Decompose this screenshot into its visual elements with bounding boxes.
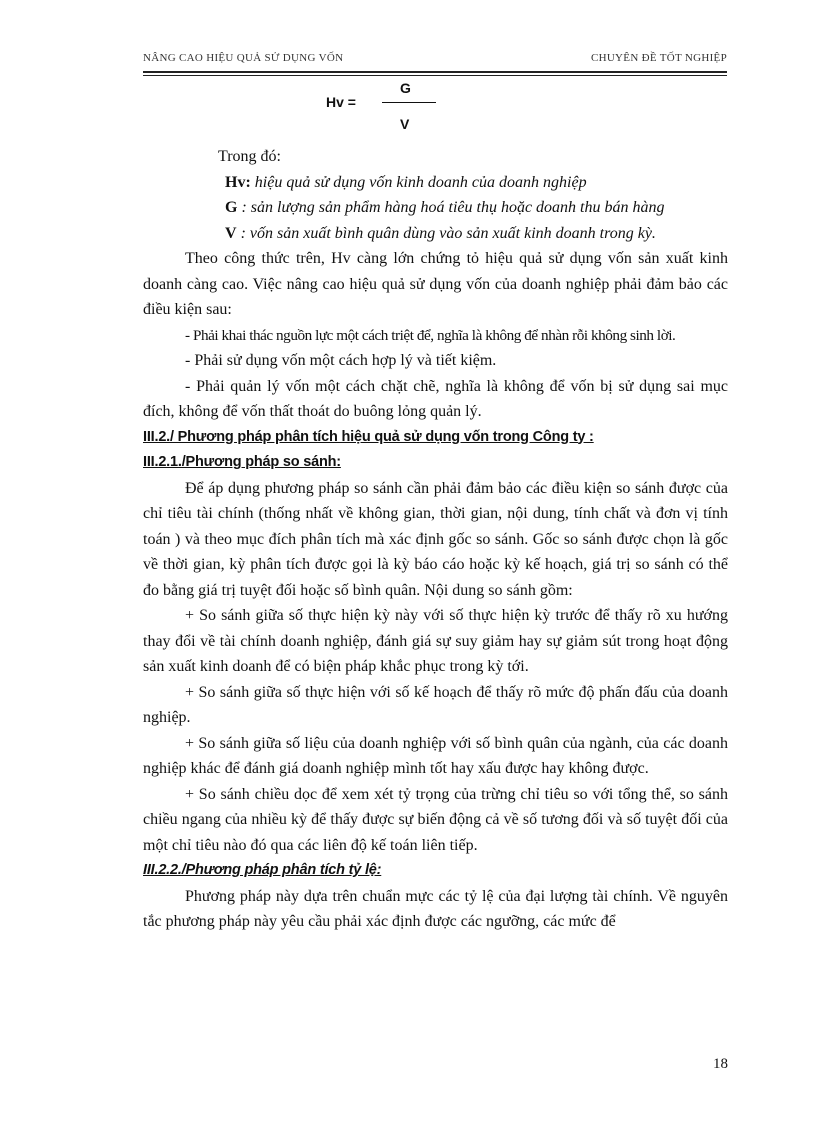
fraction-bar [382,102,436,103]
paragraph: Theo công thức trên, Hv càng lớn chứng tỏ hiệu quả sử dụng vốn sản xuất kinh doanh càng cao. Việc nâng cao hiệu quả sử dụng vốn của doanh nghiệp phải đảm bảo các điều kiện sau: [143,250,728,318]
definition-hv [143,170,728,196]
header-rule-thin [143,75,727,76]
subsection-heading: III.2.1./Phương pháp so sánh: [143,454,341,470]
paragraph: Để áp dụng phương pháp so sánh cần phải đảm bảo các điều kiện so sánh được của chỉ tiêu tài chính (thống nhất về không gian, thời gian, nội dung, tính chất và đơn vị tính toán ) và theo mục đích phân tích mà xác định gốc so sánh. Gốc so sánh được chọn là gốc về thời gian, kỳ phân tích được gọi là kỳ báo cáo hoặc kỳ kế hoạch, giá trị so sánh có thể đo bằng giá trị tuyệt đối hoặc số bình quân. Nội dung so sánh gồm: [143,479,728,599]
condition-item: - Phải khai thác nguồn lực một cách triệt để, nghĩa là không để nhàn rỗi không sinh lời. [185,326,676,344]
subsection-heading: III.2.2./Phương pháp phân tích tỷ lệ: [143,862,382,878]
definition-text: : sản lượng sản phẩm hàng hoá tiêu thụ hoặc doanh thu bán hàng [237,199,665,216]
formula-numerator: G [400,80,411,96]
comparison-item: + So sánh chiều dọc để xem xét tỷ trọng của trừng chỉ tiêu so với tổng thể, so sánh chiều ngang của nhiều kỳ để thấy được sự biến động cả về số tương đối và số tuyệt đối của một chỉ tiêu nào đó qua các liên độ kế toán liên tiếp. [143,785,728,854]
section-heading: III.2./ Phương pháp phân tích hiệu quả sử dụng vốn trong Công ty : [143,428,594,445]
definition-text: : vốn sản xuất bình quân dùng vào sản xuất kinh doanh trong kỳ. [236,224,656,242]
body-text [143,144,728,935]
header-left-title: NÂNG CAO HIỆU QUẢ SỬ DỤNG VỐN [143,52,344,64]
definition-v [143,221,728,247]
comparison-item: + So sánh giữa số liệu của doanh nghiệp với số bình quân của ngành, của các doanh nghiệp khác để đánh giá doanh nghiệp mình tốt hay xấu được hay không được. [143,734,728,777]
efficiency-formula [326,80,446,136]
where-label: Trong đó: [218,148,281,165]
formula-denominator: V [400,116,410,132]
page-number: 18 [713,1056,728,1072]
definition-term: G [225,199,238,216]
definition-g [143,195,728,221]
formula-lhs: Hv = [326,94,356,110]
comparison-item: + So sánh giữa số thực hiện với số kế hoạch để thấy rõ mức độ phấn đấu của doanh nghiệp. [143,683,728,726]
condition-item: - Phải quản lý vốn một cách chặt chẽ, nghĩa là không để vốn bị sử dụng sai mục đích, không để vốn thất thoát do buông lỏng quản lý. [143,377,728,420]
comparison-item: + So sánh giữa số thực hiện kỳ này với số thực hiện kỳ trước để thấy rõ xu hướng thay đổi về tài chính doanh nghiệp, đánh giá sự suy giảm hay sự giảm sút trong hoạt động sản xuất kinh doanh để có biện pháp khắc phục trong kỳ tới. [143,607,728,675]
definition-text: hiệu quả sử dụng vốn kinh doanh của doanh nghiệp [250,173,587,191]
header-right-title: CHUYÊN ĐỀ TỐT NGHIỆP [590,52,727,64]
definition-term: Hv: [225,173,251,191]
header-rule-thick [143,71,727,73]
paragraph: Phương pháp này dựa trên chuẩn mực các tỷ lệ của đại lượng tài chính. Về nguyên tắc phương pháp này yêu cầu phải xác định được các ngưỡng, các mức để [143,887,728,930]
running-header [143,52,727,70]
condition-item: - Phải sử dụng vốn một cách hợp lý và tiết kiệm. [185,352,497,369]
definition-term: V [225,224,237,242]
